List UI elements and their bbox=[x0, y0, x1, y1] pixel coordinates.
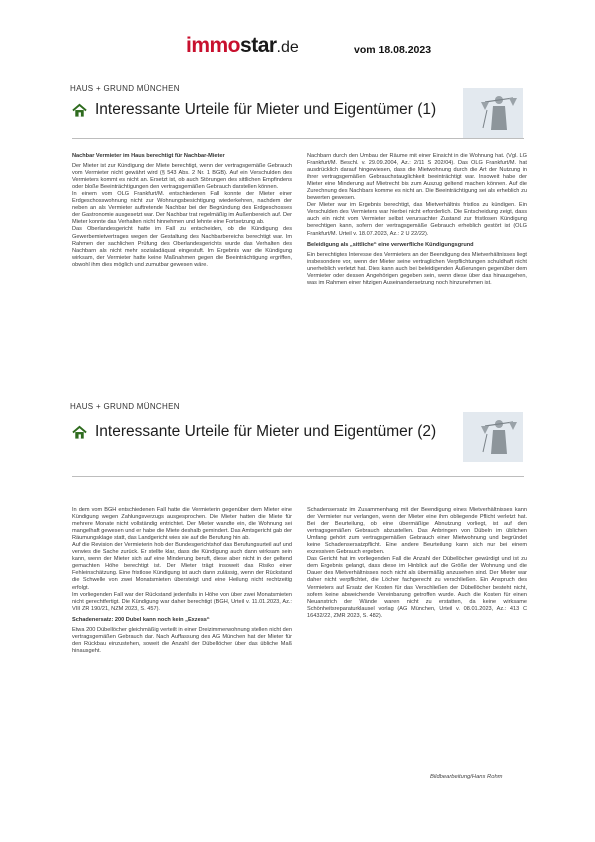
title-divider bbox=[72, 476, 524, 477]
justitia-statue-image bbox=[463, 88, 523, 143]
article-1-left-column bbox=[72, 153, 292, 367]
justitia-statue-image bbox=[463, 412, 523, 467]
article-title-row bbox=[72, 101, 436, 119]
article-subheading: Beleidigung als „sittliche“ eine verwerfliche Kündigungsgrund bbox=[307, 241, 474, 248]
article-paragraph: Ein berechtigtes Interesse des Vermieters an der Beendigung des Mietverhältnisses liegt insbesondere vor, wenn der Mieter seine vertraglichen Verpflichtungen schuldhaft nicht unerheblich verletzt hat. Dies kann auch bei beleidigenden Äußerungen gegenüber dem Vermieter oder dessen Angehörigen gegeben sein, wenn diese über das hinausgehen, was im Rahmen einer hitzigen Auseinandersetzung noch hinzunehmen ist. bbox=[307, 251, 527, 286]
article-paragraph: Etwa 200 Dübellöcher gleichmäßig verteilt in einer Dreizimmerwohnung stellen nicht den vertragsgemäßen Gebrauch dar. Nach Auffassung des AG München hat der Mieter für den Rückbau einzustehen, soweit die Anzahl der Dübellöcher über das übliche Maß hinausgeht. bbox=[72, 626, 292, 654]
section-label: HAUS + GRUND MÜNCHEN bbox=[70, 402, 180, 411]
article-2-right-column bbox=[307, 507, 527, 769]
issue-date: vom 18.08.2023 bbox=[354, 44, 432, 56]
article-paragraph: In einem vom OLG Frankfurt/M. entschiedenen Fall konnte der Mieter einer Erdgeschosswohnung nicht zur Wohnungsbesichtigung wiederkehren, nachdem der neben an als Vermieter auftretende Nachbar bei der Begründung des Erdgeschosses der Gastronomie ausgesetzt war. Der Nachbar trat regelmäßig im Außenbereich auf. Der Mieter konnte das Verhalten nicht hinnehmen und lehnte eine Fortsetzung ab. bbox=[72, 191, 292, 226]
home-icon bbox=[72, 425, 87, 440]
article-paragraph: In dem vom BGH entschiedenen Fall hatte die Vermieterin gegenüber dem Mieter eine Kündigung wegen Zahlungsverzugs ausgesprochen. Die Mieter hatten die Miete für mehrere Monate nicht vollständig entrichtet. Der Mieter wandte ein, die Wohnung sei mangelhaft gewesen und er habe die Miete deshalb gemindert. Das Amtsgericht gab der Räumungsklage statt, das Landgericht wies sie auf die Berufung hin ab. bbox=[72, 507, 292, 542]
article-1-right-column bbox=[307, 153, 527, 367]
immostar-logo[interactable] bbox=[186, 34, 299, 56]
article-paragraph: Schadensersatz im Zusammenhang mit der Beendigung eines Mietverhältnisses kann der Vermieter nur verlangen, wenn der Mieter eine ihm obliegende Pflicht verletzt hat. Bei der Beurteilung, ob eine übermäßige Abnutzung vorliegt, ist auf den vertragsgemäßen Gebrauch abzustellen. Das Anbringen von Dübeln im üblichen Umfang gehört zum vertragsgemäßen Gebrauch einer Mietwohnung und begründet keine Schadensersatzpflicht. Eine andere Beurteilung kann sich nur bei einem exzessiven Gebrauch ergeben. bbox=[307, 507, 527, 556]
article-title-row bbox=[72, 423, 436, 441]
article-paragraph: Auf die Revision der Vermieterin hob der Bundesgerichtshof das Berufungsurteil auf und verwies die Sache zurück. Er stellte klar, dass die Kündigung auch dann wirksam sein kann, wenn der Mieter sich auf eine Minderung beruft, diese aber nicht in der geltend gemachten Höhe berechtigt ist. Der Mieter trägt insoweit das Risiko einer Fehleinschätzung. Eine fristlose Kündigung ist auch dann zulässig, wenn der Rückstand die Schwelle von zwei Monatsmieten übersteigt und eine Heilung nicht rechtzeitig erfolgt. bbox=[72, 542, 292, 591]
article-2-left-column bbox=[72, 507, 292, 775]
article-title: Interessante Urteile für Mieter und Eigentümer (2) bbox=[95, 423, 437, 440]
article-subheading: Nachbar Vermieter im Haus berechtigt für Nachbar-Mieter bbox=[72, 153, 225, 159]
article-paragraph: Nachbarn durch den Umbau der Räume mit einer Einsicht in die Wohnung hat. (Vgl. LG Frankfurt/M. Beschl. v. 29.09.2004, Az.: 2/11 S 202/04). Das OLG Frankfurt/M. hat ausdrücklich darauf hingewiesen, dass die Mietwohnung durch die Art der Nutzung in ihrer vertragsgemäßen Gebrauchstauglichkeit beeinträchtigt war. Insoweit habe der Mieter eine Minderung auf Mietrecht bis zum Auszug geltend machen können. Auf die Zurechnung des Nachbars komme es nicht an. Die Beeinträchtigung sei als erheblich zu bewerten gewesen. bbox=[307, 153, 527, 202]
title-divider bbox=[72, 138, 524, 139]
article-subheading: Schadenersatz: 200 Dubel kann noch kein „Exzess“ bbox=[72, 616, 210, 623]
article-paragraph: Das Gericht hat im vorliegenden Fall die Anzahl der Dübellöcher gewürdigt und ist zu dem Ergebnis gelangt, dass diese im Hinblick auf die Größe der Wohnung und die Dauer des Mietverhältnisses noch nicht als übermäßig anzusehen sind. Der Mieter war daher nicht verpflichtet, die Löcher fachgerecht zu verschließen. Ein Anspruch des Vermieters auf Ersatz der Kosten für das Verschließen der Dübellöcher besteht nicht, sofern keine abweichende Vereinbarung getroffen wurde. Auch die Kosten für einen Neuanstrich der Wände waren nicht zu erstatten, da keine wirksame Schönheitsreparaturklausel vorlag (AG München, Urteil v. 08.01.2023, Az.: 413 C 16432/22, ZMR 2023, S. 482). bbox=[307, 556, 527, 619]
logo-part-immo: immo bbox=[186, 34, 241, 57]
article-title: Interessante Urteile für Mieter und Eigentümer (1) bbox=[95, 101, 437, 118]
article-paragraph: Im vorliegenden Fall war der Rückstand jedenfalls in Höhe von über zwei Monatsmieten nicht gerechtfertigt. Die Kündigung war daher berechtigt (BGH, Urteil v. 11.01.2023, Az.: VIII ZR 190/21, NZM 2023, S. 457). bbox=[72, 591, 292, 612]
logo-part-tld: .de bbox=[276, 39, 299, 56]
article-paragraph: Das Oberlandesgericht hatte im Fall zu entscheiden, ob die Kündigung des Gewerbemietvertrages wegen der Gestaltung des Nachbarbereichs berechtigt war. Im Rahmen der sachlichen Prüfung des Oberlandesgerichts wurde das Verhalten des Nachbarn als nicht mehr sozialadäquat eingestuft. Im Ergebnis war die Kündigung wirksam, der Vermieter hatte keine Maßnahmen gegen die Beeinträchtigung ergriffen, obwohl ihm dies möglich und zumutbar gewesen wäre. bbox=[72, 226, 292, 268]
article-paragraph: Der Mieter ist zur Kündigung der Miete berechtigt, wenn der vertragsgemäße Gebrauch vom Vermieter nicht gewährt wird (§ 543 Abs. 2 Nr. 1 BGB). Auf ein Verschulden des Vermieters kommt es nicht an. Ersetzt ist, ob auch Störungen des sittlichen Empfindens oder bloße Beeinträchtigungen den vertragsgemäßen Gebrauch darstellen können. bbox=[72, 163, 292, 191]
author-credit: Bildbearbeitung/Hans Rohm bbox=[430, 774, 503, 780]
home-icon bbox=[72, 103, 87, 118]
logo-part-star: star bbox=[240, 34, 277, 57]
section-label: HAUS + GRUND MÜNCHEN bbox=[70, 84, 180, 93]
article-paragraph: Der Mieter war im Ergebnis berechtigt, das Mietverhältnis fristlos zu kündigen. Ein Verschulden des Vermieters war hierbei nicht erforderlich. Die Entscheidung zeigt, dass auch ein nicht vom Vermieter selbst verursachter Zustand zur fristlosen Kündigung berechtigen kann, sofern der vertragsgemäße Gebrauch erheblich gestört ist (OLG Frankfurt/M. Urteil v. 18.07.2023, Az.: 2 U 22/22). bbox=[307, 202, 527, 237]
